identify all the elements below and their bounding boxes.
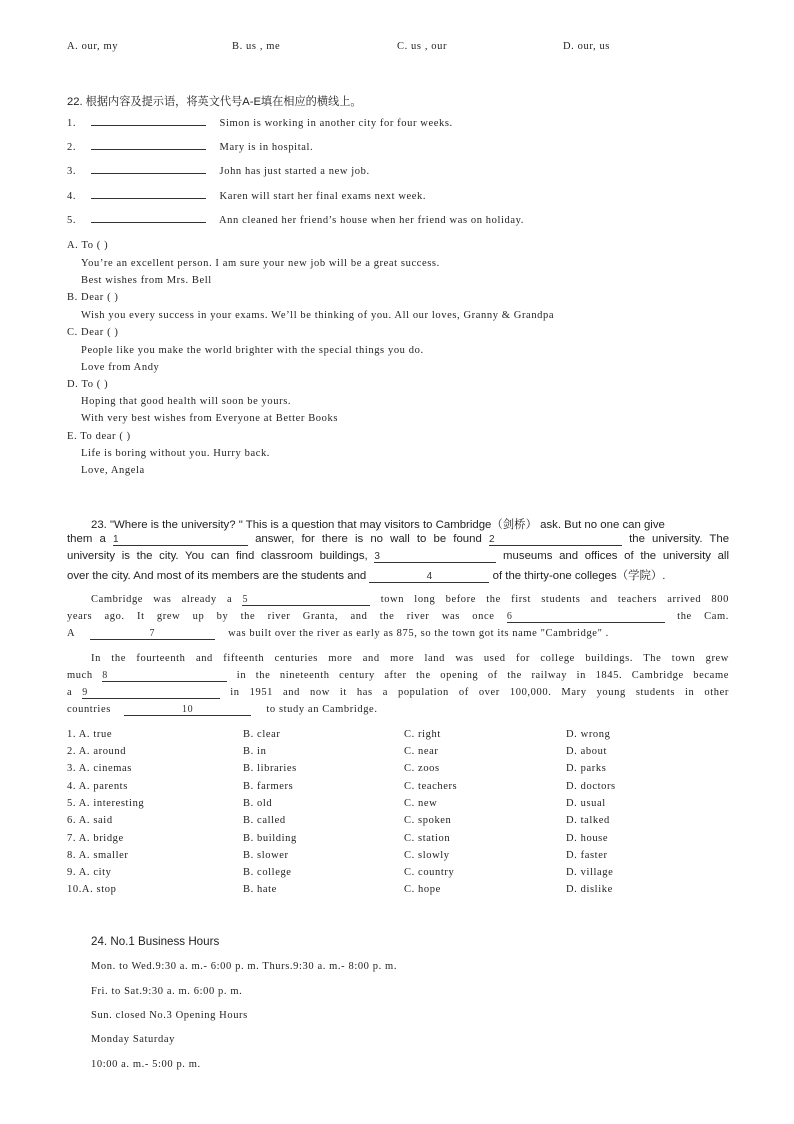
choice-c: C. station [404, 833, 451, 844]
q22-item-text: Ann cleaned her friend’s house when her friend was on holiday. [218, 215, 525, 226]
choice-d: D. village [566, 867, 614, 878]
choice-a: 9. A. city [67, 867, 112, 878]
q23-p3-line [67, 704, 378, 716]
text-fragment: in 1951 and now it has a population of over 100,000. Mary young students in other [230, 687, 729, 698]
text-fragment: of the thirty-one colleges（学院）. [492, 570, 666, 582]
text-fragment: was built over the river as early as 875, so the town got its name "Cambridge" . [228, 628, 609, 639]
choice-b: B. in [243, 746, 267, 757]
choice-a: 7. A. bridge [67, 833, 124, 844]
q24-line: Sun. closed No.3 Opening Hours [91, 1010, 248, 1021]
choice-d: D. house [566, 833, 609, 844]
choice-d: D. parks [566, 763, 607, 774]
answer-blank[interactable] [90, 628, 215, 640]
text-fragment: A [67, 628, 75, 639]
answer-blank[interactable] [113, 534, 248, 546]
choice-a: 2. A. around [67, 746, 127, 757]
card-d-line: Hoping that good health will soon be yours. [81, 396, 292, 407]
q22-item-text: Simon is working in another city for four weeks. [219, 118, 453, 129]
choice-d: D. usual [566, 798, 606, 809]
choice-a: 4. A. parents [67, 781, 128, 792]
q22-item-number: 5. [67, 215, 77, 226]
answer-blank[interactable] [374, 551, 496, 563]
card-a-line: You’re an excellent person. I am sure your new job will be a great success. [81, 258, 440, 269]
blank-number: 7 [149, 628, 156, 639]
choice-d: D. about [566, 746, 607, 757]
card-c-line: Love from Andy [81, 362, 160, 373]
text-fragment: the Cam. [677, 611, 729, 622]
q22-item-number: 1. [67, 118, 77, 129]
text-fragment: much [67, 670, 93, 681]
q21-option-a: A. our, my [67, 41, 119, 52]
choice-c: C. spoken [404, 815, 452, 826]
choice-b: B. slower [243, 850, 289, 861]
q23-p1-line: 23. "Where is the university? " This is a question that may visitors to Cambridge（剑桥） ask. But no one can give [91, 519, 665, 531]
choice-b: B. hate [243, 884, 277, 895]
choice-a: 5. A. interesting [67, 798, 145, 809]
choice-b: B. clear [243, 729, 281, 740]
q22-item [67, 142, 313, 153]
choice-b: B. old [243, 798, 273, 809]
answer-blank[interactable] [82, 687, 220, 699]
card-a-line: Best wishes from Mrs. Bell [81, 275, 212, 286]
q23-p1-line [67, 533, 729, 546]
answer-blank[interactable] [91, 222, 206, 223]
q22-item-text: Mary is in hospital. [219, 142, 314, 153]
text-fragment: answer, for there is no wall to be found [255, 533, 482, 545]
answer-blank[interactable] [91, 198, 206, 199]
q23-p1-line [67, 567, 665, 583]
choice-a: 8. A. smaller [67, 850, 129, 861]
card-d-heading: D. To ( ) [67, 379, 109, 390]
q23-p2-line [91, 594, 729, 606]
choice-c: C. new [404, 798, 438, 809]
q22-item-number: 4. [67, 191, 77, 202]
text-fragment: to study an Cambridge. [266, 704, 378, 715]
blank-number: 5 [242, 594, 249, 605]
choice-d: D. doctors [566, 781, 616, 792]
choice-b: B. called [243, 815, 286, 826]
q23-p3-line [67, 670, 729, 682]
choice-d: D. talked [566, 815, 610, 826]
choice-b: B. building [243, 833, 297, 844]
blank-number: 3 [374, 551, 380, 562]
card-a-heading: A. To ( ) [67, 240, 109, 251]
card-c-line: People like you make the world brighter with the special things you do. [81, 345, 424, 356]
choice-c: C. teachers [404, 781, 458, 792]
text-fragment: them a [67, 533, 106, 545]
choice-b: B. farmers [243, 781, 294, 792]
choice-a: 3. A. cinemas [67, 763, 132, 774]
blank-number: 4 [426, 571, 433, 582]
blank-number: 10 [182, 704, 194, 715]
text-fragment: the university. The [629, 533, 730, 545]
q24-title: 24. No.1 Business Hours [91, 935, 220, 948]
q22-item-text: John has just started a new job. [219, 166, 370, 177]
text-fragment: museums and offices of the university all [503, 550, 729, 562]
blank-number: 1 [112, 534, 119, 545]
q21-option-c: C. us , our [397, 41, 448, 52]
q24-line: Mon. to Wed.9:30 a. m.- 6:00 p. m. Thurs.9:30 a. m.- 8:00 p. m. [91, 961, 398, 972]
text-fragment: town long before the first students and teachers arrived 800 [380, 594, 729, 605]
choice-c: C. country [404, 867, 455, 878]
card-e-line: Life is boring without you. Hurry back. [81, 448, 271, 459]
text-fragment: countries [67, 704, 111, 715]
choice-d: D. dislike [566, 884, 613, 895]
q23-p3-line [67, 687, 729, 699]
q22-item [67, 191, 426, 202]
q24-line: 10:00 a. m.- 5:00 p. m. [91, 1059, 201, 1070]
q23-p2-line [67, 611, 729, 623]
choice-a: 10.A. stop [67, 884, 117, 895]
card-e-line: Love, Angela [81, 465, 145, 476]
text-fragment: In the fourteenth and fifteenth centuries more and more land was used for college buildings. The town grew [91, 653, 729, 664]
answer-blank[interactable] [489, 534, 622, 546]
choice-d: D. wrong [566, 729, 611, 740]
answer-blank[interactable] [102, 670, 227, 682]
answer-blank[interactable] [369, 571, 489, 583]
q23-p3-line [91, 653, 729, 664]
answer-blank[interactable] [242, 594, 370, 606]
choice-c: C. near [404, 746, 439, 757]
card-b-heading: B. Dear ( ) [67, 292, 119, 303]
q23-p2-line [67, 628, 609, 640]
q22-item [67, 118, 453, 129]
answer-blank[interactable] [124, 704, 251, 716]
choice-c: C. slowly [404, 850, 450, 861]
choice-c: C. right [404, 729, 441, 740]
blank-number: 2 [488, 534, 495, 545]
answer-blank[interactable] [91, 149, 206, 150]
choice-a: 6. A. said [67, 815, 113, 826]
q21-option-b: B. us , me [232, 41, 281, 52]
choice-c: C. hope [404, 884, 441, 895]
blank-number: 9 [82, 687, 88, 698]
card-c-heading: C. Dear ( ) [67, 327, 119, 338]
q22-title: 22. 根据内容及提示语，将英文代号A-E填在相应的横线上。 [67, 96, 362, 108]
q22-item-text: Karen will start her final exams next week. [219, 191, 427, 202]
choice-d: D. faster [566, 850, 608, 861]
answer-blank[interactable] [91, 125, 206, 126]
choice-c: C. zoos [404, 763, 440, 774]
choice-b: B. libraries [243, 763, 297, 774]
choice-a: 1. A. true [67, 729, 113, 740]
card-d-line: With very best wishes from Everyone at Better Books [81, 413, 339, 424]
q22-item [67, 215, 524, 226]
q22-item-number: 2. [67, 142, 77, 153]
q23-p1-line [67, 550, 729, 563]
card-b-line: Wish you every success in your exams. We’ll be thinking of you. All our loves, Granny & Grandpa [81, 310, 555, 321]
text-fragment: in the nineteenth century after the opening of the railway in 1845. Cambridge became [236, 670, 729, 681]
choice-b: B. college [243, 867, 292, 878]
answer-blank[interactable] [91, 173, 206, 174]
card-e-heading: E. To dear ( ) [67, 431, 131, 442]
text-fragment: university is the city. You can find classroom buildings, [67, 550, 368, 562]
text-fragment: over the city. And most of its members are the students and [67, 570, 367, 582]
text-fragment: Cambridge was already a [91, 594, 233, 605]
blank-number: 6 [506, 611, 513, 622]
text-fragment: a [67, 687, 73, 698]
blank-number: 8 [102, 670, 108, 681]
q24-line: Monday Saturday [91, 1034, 175, 1045]
answer-blank[interactable] [507, 611, 665, 623]
q22-item-number: 3. [67, 166, 77, 177]
q24-line: Fri. to Sat.9:30 a. m. 6:00 p. m. [91, 986, 243, 997]
q22-item [67, 166, 370, 177]
text-fragment: years ago. It grew up by the river Granta, and the river was once [67, 611, 495, 622]
q21-option-d: D. our, us [563, 41, 610, 52]
